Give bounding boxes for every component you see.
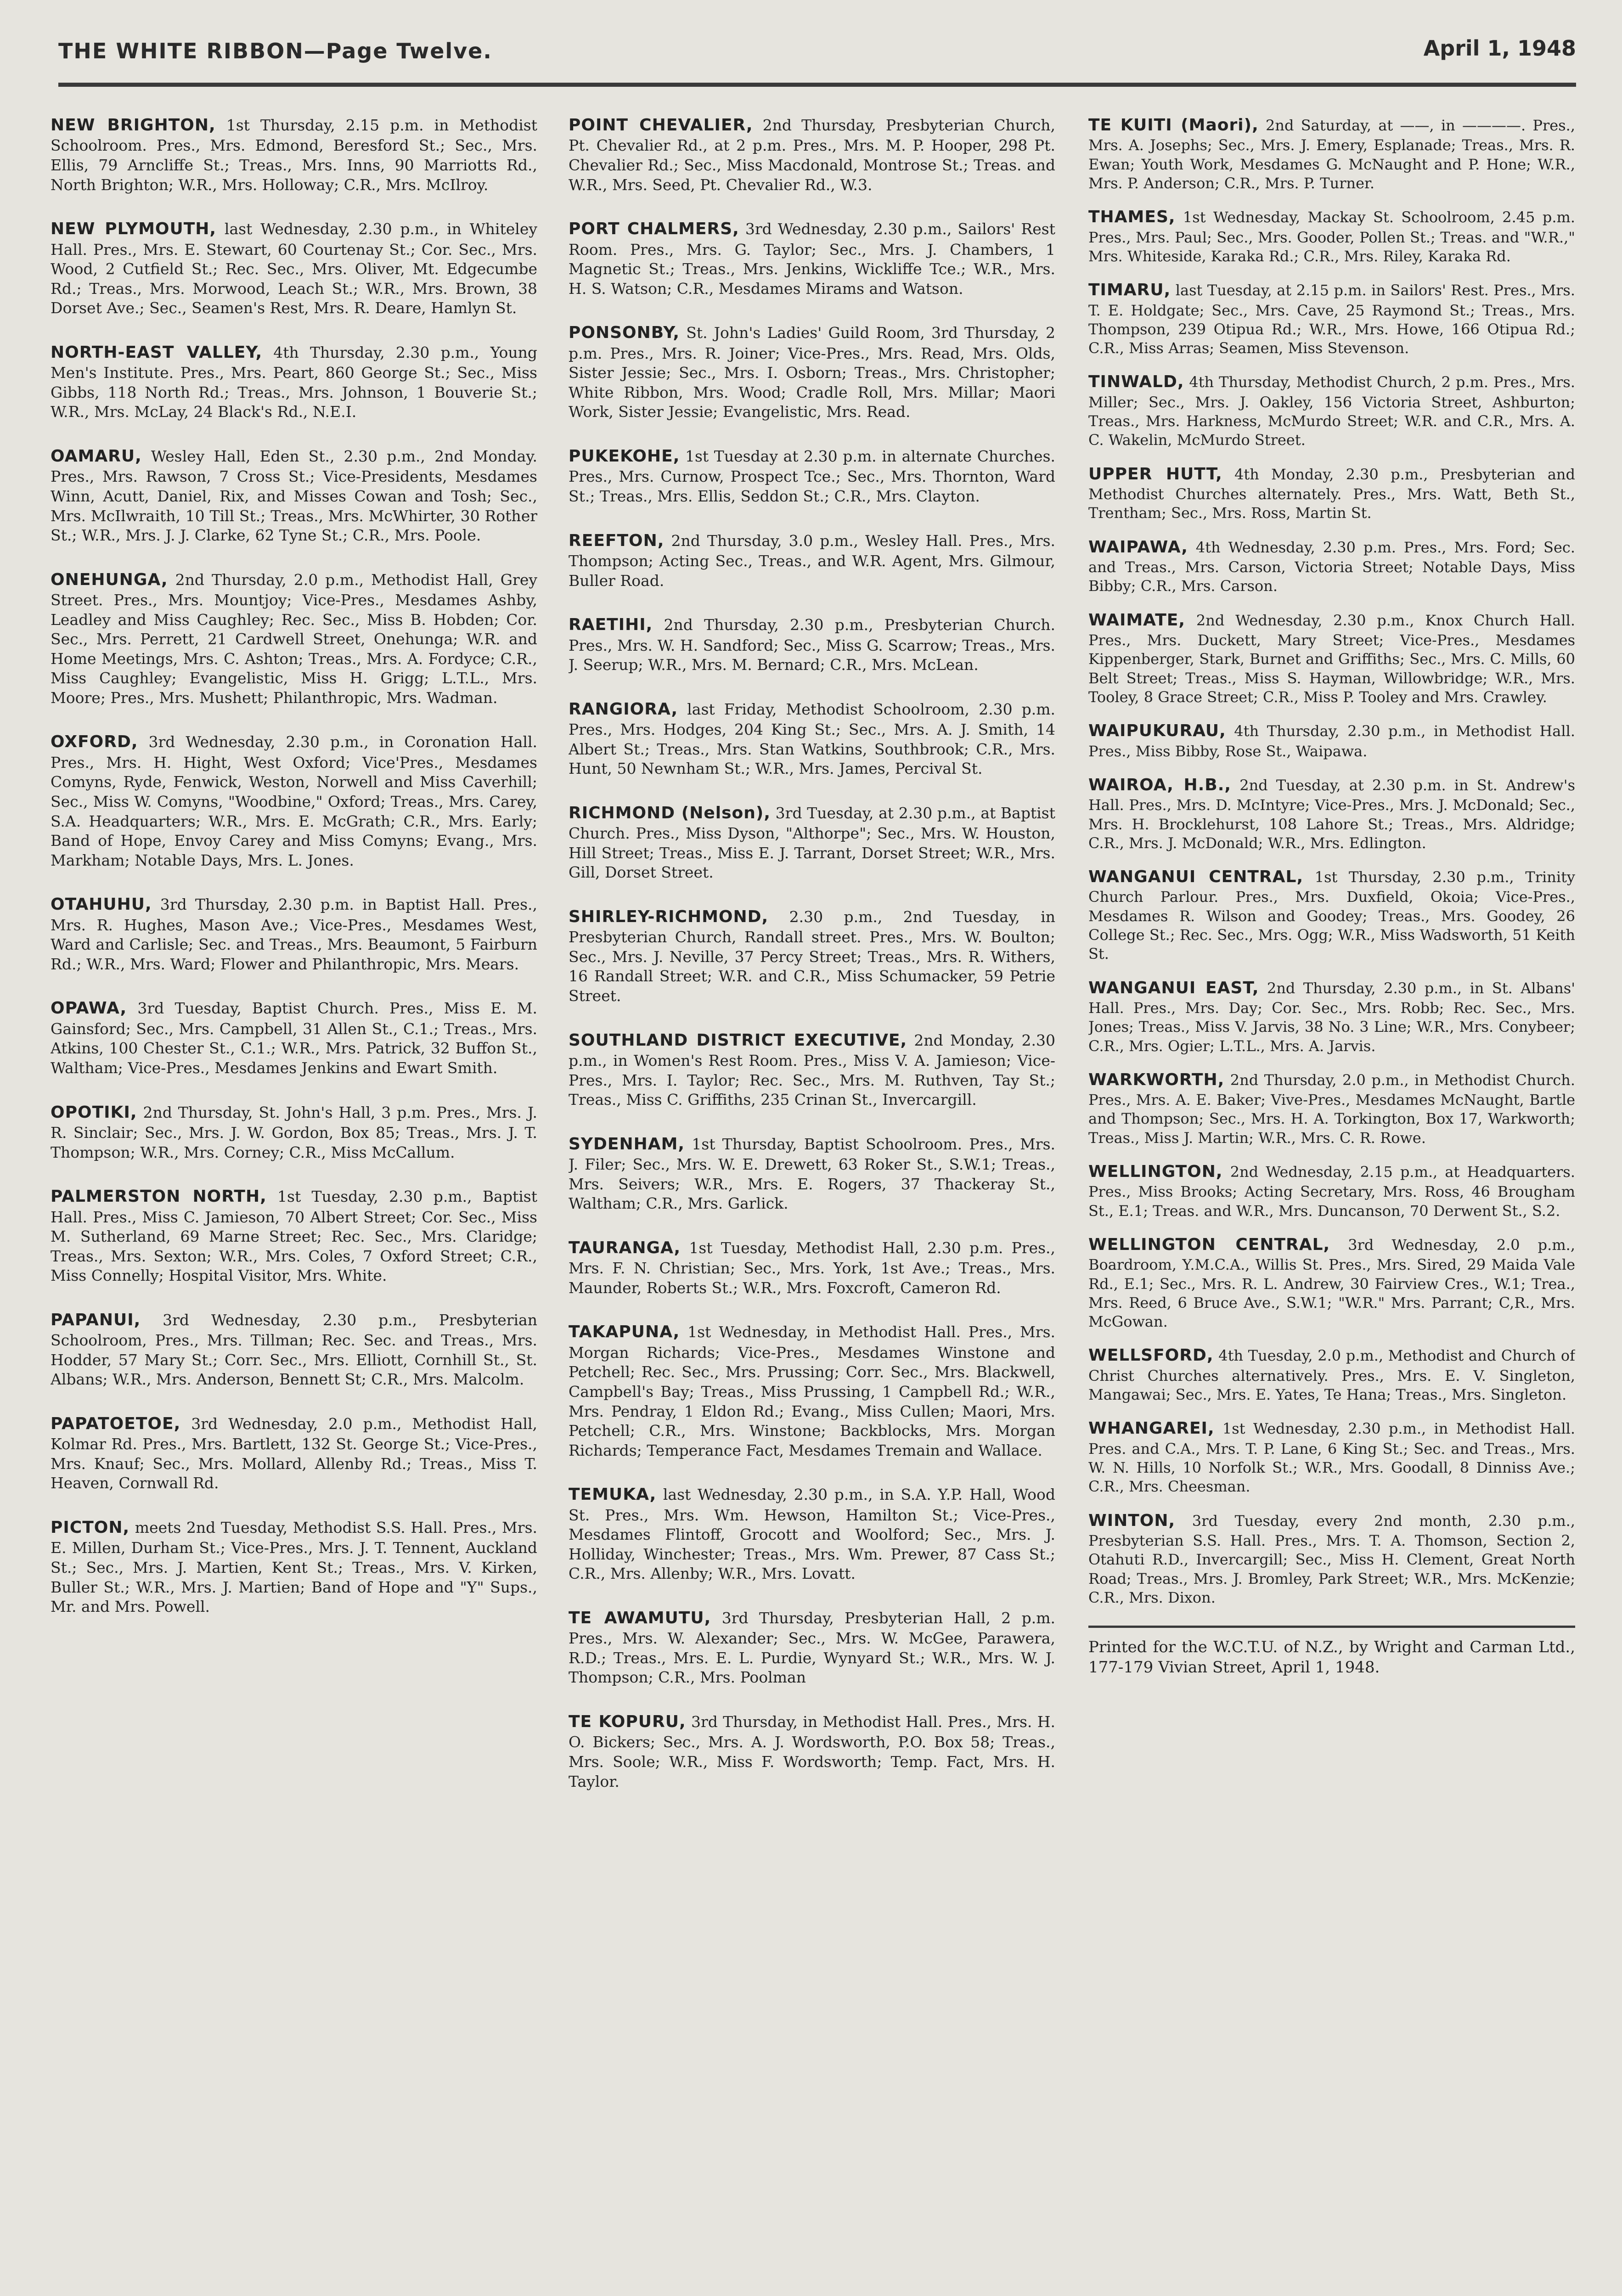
branch-name: OAMARU, bbox=[51, 446, 142, 466]
branch-entry bbox=[1088, 978, 1575, 1056]
branch-entry bbox=[1088, 720, 1575, 761]
branch-details: 1st Wednesday, in Methodist Hall. Pres., Mrs. Morgan Richards; Vice-Pres., Mesdames Winstone and Petchell; Rec. Sec., Mrs. Prussing; Corr. Sec., Mrs. Blackwell, Campbell's Bay; Treas., Miss Prussing, 1 Campbell Rd.; W.R., Mrs. Pendray, 1 Eldon Rd.; Evang., Miss Cullen; Maori, Mrs. Petchell; C.R., Mrs. Winstone; Backblocks, Mrs. Morgan Richards; Temperance Fact, Mesdames Tremain and Wallace. bbox=[569, 1323, 1055, 1459]
branch-details: 3rd Thursday, in Methodist Hall. Pres., Mrs. H. O. Bickers; Sec., Mrs. A. J. Wordsworth, P.O. Box 58; Treas., Mrs. Soole; W.R., Miss F. Wordsworth; Temp. Fact, Mrs. H. Taylor. bbox=[569, 1713, 1055, 1790]
column-3 bbox=[1088, 115, 1575, 2296]
branch-name: WHANGAREI, bbox=[1088, 1419, 1215, 1438]
branch-entry bbox=[569, 1484, 1055, 1584]
branch-name: WARKWORTH, bbox=[1088, 1070, 1225, 1089]
branch-details: 3rd Wednesday, 2.0 p.m., Boardroom, Y.M.C.A., Willis St. Pres., Mrs. Sired, 29 Maida Vale Rd., E.1; Sec., Mrs. R. L. Andrew, 30 Fairview Cres., W.1; Trea., Mrs. Reed, 6 Bruce Ave., S.W.1; "W.R." Mrs. Parrant; C,R., Mrs. McGowan. bbox=[1088, 1236, 1575, 1331]
branch-entry bbox=[1088, 1069, 1575, 1148]
branch-name: WINTON, bbox=[1088, 1511, 1176, 1530]
branch-details: 3rd Thursday, Presbyterian Hall, 2 p.m. Pres., Mrs. W. Alexander; Sec., Mrs. W. McGee, Parawera, R.D.; Treas., Mrs. E. L. Purdie, Wynyard St.; W.R., Mrs. W. J. Thompson; C.R., Mrs. Poolman bbox=[569, 1609, 1055, 1687]
branch-entry bbox=[569, 115, 1055, 195]
branch-entry bbox=[569, 1238, 1055, 1298]
branch-details: 2nd Thursday, 2.0 p.m., in Methodist Church. Pres., Mrs. A. E. Baker; Vive-Pres., Mesdames McNaught, Bartle and Thompson; Sec., Mrs. H. A. Torkington, Box 17, Warkworth; Treas., Miss J. Martin; W.R., Mrs. C. R. Rowe. bbox=[1088, 1071, 1575, 1147]
branch-entry bbox=[569, 614, 1055, 675]
branch-details: 2nd Thursday, 2.0 p.m., Methodist Hall, Grey Street. Pres., Mrs. Mountjoy; Vice-Pres., Mesdames Ashby, Leadley and Miss Caughley; Rec. Sec., Miss B. Hobden; Cor. Sec., Mrs. Perrett, 21 Cardwell Street, Onehunga; W.R. and Home Meetings, Mrs. C. Ashton; Treas., Mrs. A. Fordyce; C.R., Miss Caughley; Evangelistic, Miss H. Grigg; L.T.L., Mrs. Moore; Pres., Mrs. Mushett; Philanthropic, Mrs. Wadman. bbox=[51, 570, 537, 707]
branch-name: SOUTHLAND DISTRICT EXECUTIVE, bbox=[569, 1030, 907, 1050]
branch-name: OPOTIKI, bbox=[51, 1103, 137, 1122]
branch-entry bbox=[1088, 867, 1575, 964]
branch-entry bbox=[1088, 1161, 1575, 1221]
branch-details: 3rd Wednesday, 2.30 p.m., in Coronation Hall. Pres., Mrs. H. Hight, West Oxford; Vice'Pres., Mesdames Comyns, Ryde, Fenwick, Weston, Norwell and Miss Caverhill; Sec., Miss W. Comyns, "Woodbine," Oxford; Treas., Mrs. Carey, S.A. Headquarters; W.R., Mrs. E. McGrath; C.R., Mrs. Early; Band of Hope, Envoy Carey and Miss Comyns; Evang., Mrs. Markham; Notable Days, Mrs. L. Jones. bbox=[51, 733, 537, 869]
branch-details: 3rd Thursday, 2.30 p.m. in Baptist Hall. Pres., Mrs. R. Hughes, Mason Ave.; Vice-Pres., Mesdames West, Ward and Carlisle; Sec. and Treas., Mrs. Beaumont, 5 Fairburn Rd.; W.R., Mrs. Ward; Flower and Philanthropic, Mrs. Mears. bbox=[51, 895, 537, 973]
branch-name: WAIROA, H.B., bbox=[1088, 775, 1232, 794]
branch-details: 1st Tuesday at 2.30 p.m. in alternate Churches. Pres., Mrs. Curnow, Prospect Tce.; Sec., Mrs. Thornton, Ward St.; Treas., Mrs. Ellis, Seddon St.; C.R., Mrs. Clayton. bbox=[569, 447, 1055, 505]
branch-name: PUKEKOHE, bbox=[569, 446, 680, 466]
branch-name: PONSONBY, bbox=[569, 323, 680, 343]
branch-details: 1st Thursday, 2.30 p.m., Trinity Church Parlour. Pres., Mrs. Duxfield, Okoia; Vice-Pres., Mesdames R. Wilson and Goodey; Treas., Mrs. Goodey, 26 College St.; Rec. Sec., Mrs. Ogg; W.R., Miss Wadsworth, 51 Keith St. bbox=[1088, 868, 1575, 963]
branch-name: REEFTON, bbox=[569, 531, 665, 550]
branch-entry bbox=[51, 894, 537, 974]
branch-entry bbox=[51, 1310, 537, 1390]
branch-name: PALMERSTON NORTH, bbox=[51, 1187, 267, 1206]
branch-name: TAKAPUNA, bbox=[569, 1322, 680, 1342]
publication-title: THE WHITE RIBBON—Page Twelve. bbox=[58, 39, 492, 63]
branch-details: last Tuesday, at 2.15 p.m. in Sailors' Rest. Pres., Mrs. T. E. Holdgate; Sec., Mrs. Cave, 25 Raymond St.; Treas., Mrs. Thompson, 239 Otipua Rd.; W.R., Mrs. Howe, 166 Otipua Rd.; C.R., Miss Arras; Seamen, Miss Stevenson. bbox=[1088, 281, 1575, 357]
branch-name: WAIPAWA, bbox=[1088, 537, 1188, 557]
branch-name: PAPATOETOE, bbox=[51, 1414, 181, 1433]
branch-name: RAETIHI, bbox=[569, 615, 653, 635]
branch-entry bbox=[569, 446, 1055, 506]
branch-entry bbox=[51, 732, 537, 870]
branch-name: WELLINGTON CENTRAL, bbox=[1088, 1235, 1330, 1254]
branch-name: SHIRLEY-RICHMOND, bbox=[569, 907, 769, 926]
branch-entry bbox=[51, 219, 537, 318]
branch-entry bbox=[1088, 1510, 1575, 1608]
branch-details: 3rd Wednesday, 2.30 p.m., Sailors' Rest Room. Pres., Mrs. G. Taylor; Sec., Mrs. J. Chambers, 1 Magnetic St.; Treas., Mrs. Jenkins, Wickliffe Tce.; W.R., Mrs. H. S. Watson; C.R., Mesdames Mirams and Watson. bbox=[569, 220, 1055, 298]
branch-entry bbox=[1088, 464, 1575, 523]
branch-entry bbox=[51, 998, 537, 1078]
branch-name: OTAHUHU, bbox=[51, 895, 152, 914]
branch-details: St. John's Ladies' Guild Room, 3rd Thursday, 2 p.m. Pres., Mrs. R. Joiner; Vice-Pres., Mrs. Read, Mrs. Olds, Sister Jessie; Sec., Mrs. I. Osborn; Treas., Mrs. Christopher; White Ribbon, Mrs. Wood; Cradle Roll, Mrs. Millar; Maori Work, Sister Jessie; Evangelistic, Mrs. Read. bbox=[569, 324, 1055, 421]
branch-entry bbox=[1088, 775, 1575, 853]
branch-details: 4th Wednesday, 2.30 p.m. Pres., Mrs. Ford; Sec. and Treas., Mrs. Carson, Victoria Street; Notable Days, Miss Bibby; C.R., Mrs. Carson. bbox=[1088, 538, 1575, 595]
branch-entry bbox=[569, 1711, 1055, 1791]
branch-entry bbox=[1088, 610, 1575, 707]
branch-name: SYDENHAM, bbox=[569, 1134, 685, 1154]
branch-details: 4th Monday, 2.30 p.m., Presbyterian and Methodist Churches alternately. Pres., Mrs. Watt, Beth St., Trentham; Sec., Mrs. Ross, Martin St. bbox=[1088, 465, 1575, 522]
branch-details: 4th Thursday, 2.30 p.m., Young Men's Institute. Pres., Mrs. Peart, 860 George St.; Sec., Miss Gibbs, 118 North Rd.; Treas., Mrs. Johnson, 1 Bouverie St.; W.R., Mrs. McLay, 24 Black's Rd., N.E.I. bbox=[51, 343, 537, 421]
branch-name: TINWALD, bbox=[1088, 372, 1184, 392]
branch-name: PORT CHALMERS, bbox=[569, 219, 739, 239]
branch-details: 3rd Tuesday, every 2nd month, 2.30 p.m., Presbyterian S.S. Hall. Pres., Mrs. T. A. Thomson, Section 2, Otahuti R.D., Invercargill; Sec., Miss H. Clement, Great North Road; Treas., Mrs. J. Bromley, Park Street; W.R., Mrs. McKenzie; C.R., Mrs. Dixon. bbox=[1088, 1512, 1575, 1606]
branch-entry bbox=[1088, 1418, 1575, 1496]
branch-entry bbox=[569, 1322, 1055, 1460]
branch-name: ONEHUNGA, bbox=[51, 570, 168, 589]
branch-entry bbox=[51, 115, 537, 195]
branch-entry bbox=[569, 803, 1055, 883]
branch-details: 2nd Thursday, 3.0 p.m., Wesley Hall. Pres., Mrs. Thompson; Acting Sec., Treas., and W.R. Agent, Mrs. Gilmour, Buller Road. bbox=[569, 531, 1055, 590]
branch-details: 2nd Wednesday, 2.30 p.m., Knox Church Hall. Pres., Mrs. Duckett, Mary Street; Vice-Pres., Mesdames Kippenberger, Stark, Burnet and Griffiths; Sec., Mrs. C. Mills, 60 Belt Street; Treas., Miss S. Hayman, Willowbridge; W.R., Mrs. Tooley, 8 Grace Street; C.R., Miss P. Tooley and Mrs. Crawley. bbox=[1088, 611, 1575, 706]
branch-name: PICTON, bbox=[51, 1518, 130, 1537]
branch-name: NORTH-EAST VALLEY, bbox=[51, 343, 263, 362]
branch-details: 2nd Thursday, Presbyterian Church, Pt. Chevalier Rd., at 2 p.m. Pres., Mrs. M. P. Hooper, 298 Pt. Chevalier Rd.; Sec., Miss Macdonald, Montrose St.; Treas. and W.R., Mrs. Seed, Pt. Chevalier Rd., W.3. bbox=[569, 116, 1055, 194]
branch-name: NEW BRIGHTON, bbox=[51, 116, 216, 135]
branch-details: 3rd Tuesday, at 2.30 p.m., at Baptist Church. Pres., Miss Dyson, "Althorpe"; Sec., Mrs. W. Houston, Hill Street; Treas., Miss E. J. Tarrant, Dorset Street; W.R., Mrs. Gill, Dorset Street. bbox=[569, 804, 1055, 882]
branch-entry bbox=[569, 530, 1055, 591]
printer-footer: Printed for the W.C.T.U. of N.Z., by Wright and Carman Ltd., 177-179 Vivian Street, April 1, 1948. bbox=[1088, 1626, 1575, 1677]
column-2 bbox=[569, 115, 1055, 2296]
branch-entry bbox=[1088, 115, 1575, 193]
branch-entry bbox=[51, 1186, 537, 1286]
branch-entry bbox=[569, 219, 1055, 298]
branch-details: 2nd Tuesday, at 2.30 p.m. in St. Andrew's Hall. Pres., Mrs. D. McIntyre; Vice-Pres., Mrs. J. McDonald; Sec., Mrs. H. Brocklehurst, 108 Lahore St.; Treas., Mrs. Aldridge; C.R., Mrs. J. McDonald; W.R., Mrs. Edlington. bbox=[1088, 776, 1575, 852]
branch-details: 3rd Wednesday, 2.30 p.m., Presbyterian Schoolroom, Pres., Mrs. Tillman; Rec. Sec. and Treas., Mrs. Hodder, 57 Mary St.; Corr. Sec., Mrs. Elliott, Cornhill St., St. Albans; W.R., Mrs. Anderson, Bennett St; C.R., Mrs. Malcolm. bbox=[51, 1311, 537, 1389]
branch-name: WAIMATE, bbox=[1088, 610, 1186, 630]
branch-details: 3rd Wednesday, 2.0 p.m., Methodist Hall, Kolmar Rd. Pres., Mrs. Bartlett, 132 St. George St.; Vice-Pres., Mrs. Knauf; Sec., Mrs. Mollard, Allenby Rd.; Treas., Miss T. Heaven, Cornwall Rd. bbox=[51, 1414, 537, 1492]
branch-name: UPPER HUTT, bbox=[1088, 464, 1222, 484]
branch-entry bbox=[569, 1608, 1055, 1688]
branch-entry bbox=[51, 342, 537, 422]
branch-details: 4th Tuesday, 2.0 p.m., Methodist and Church of Christ Churches alternatively. Pres., Mrs. E. V. Singleton, Mangawai; Sec., Mrs. E. Yates, Te Hana; Treas., Mrs. Singleton. bbox=[1088, 1347, 1575, 1404]
branch-details: last Wednesday, 2.30 p.m., in Whiteley Hall. Pres., Mrs. E. Stewart, 60 Courtenay St.; Cor. Sec., Mrs. Wood, 2 Cutfield St.; Rec. Sec., Mrs. Oliver, Mt. Edgecumbe Rd.; Treas., Mrs. Morwood, Leach St.; W.R., Mrs. Brown, 38 Dorset Ave.; Sec., Seamen's Rest, Mrs. R. Deare, Hamlyn St. bbox=[51, 220, 537, 317]
branch-details: 2nd Thursday, 2.30 p.m., in St. Albans' Hall. Pres., Mrs. Day; Cor. Sec., Mrs. Robb; Rec. Sec., Mrs. Jones; Treas., Miss V. Jarvis, 38 No. 3 Line; W.R., Mrs. Conybeer; C.R., Mrs. Ogier; L.T.L., Mrs. A. Jarvis. bbox=[1088, 979, 1575, 1055]
column-1 bbox=[51, 115, 537, 2296]
branch-entry bbox=[1088, 1234, 1575, 1332]
branch-details: 1st Tuesday, 2.30 p.m., Baptist Hall. Pres., Miss C. Jamieson, 70 Albert Street; Cor. Sec., Miss M. Sutherland, 69 Marne Street; Rec. Sec., Mrs. Claridge; Treas., Mrs. Sexton; W.R., Mrs. Coles, 7 Oxford Street; C.R., Miss Connelly; Hospital Visitor, Mrs. White. bbox=[51, 1187, 537, 1285]
branch-name: TIMARU, bbox=[1088, 281, 1171, 300]
branch-entry bbox=[569, 1134, 1055, 1214]
branch-name: WANGANUI EAST, bbox=[1088, 978, 1259, 997]
branch-entry bbox=[51, 1517, 537, 1617]
branch-details: meets 2nd Tuesday, Methodist S.S. Hall. Pres., Mrs. E. Millen, Durham St.; Vice-Pres., Mrs. J. T. Tennent, Auckland St.; Sec., Mrs. J. Martien, Kent St.; Treas., Mrs. V. Kirken, Buller St.; W.R., Mrs. J. Martien; Band of Hope and "Y" Sups., Mr. and Mrs. Powell. bbox=[51, 1519, 537, 1616]
branch-entry bbox=[569, 322, 1055, 422]
branch-name: TAURANGA, bbox=[569, 1238, 681, 1257]
branch-details: 4th Thursday, Methodist Church, 2 p.m. Pres., Mrs. Miller; Sec., Mrs. J. Oakley, 156 Victoria Street, Ashburton; Treas., Mrs. Harkness, McMurdo Street; W.R. and C.R., Mrs. A. C. Wakelin, McMurdo Street. bbox=[1088, 373, 1575, 449]
branch-name: OXFORD, bbox=[51, 732, 138, 752]
branch-details: 2.30 p.m., 2nd Tuesday, in Presbyterian Church, Randall street. Pres., Mrs. W. Boulton; Sec., Mrs. J. Neville, 37 Percy Street; Treas., Mrs. R. Withers, 16 Randall Street; W.R. and C.R., Miss Schumacker, 59 Petrie Street. bbox=[569, 907, 1055, 1005]
branch-details: Wesley Hall, Eden St., 2.30 p.m., 2nd Monday. Pres., Mrs. Rawson, 7 Cross St.; Vice-Presidents, Mesdames Winn, Acutt, Daniel, Rix, and Misses Cowan and Tosh; Sec., Mrs. McIlwraith, 10 Till St.; Treas., Mrs. McWhirter, 30 Rother St.; W.R., Mrs. J. J. Clarke, 62 Tyne St.; C.R., Mrs. Poole. bbox=[51, 447, 537, 545]
branch-entry bbox=[569, 906, 1055, 1006]
branch-details: 2nd Saturday, at ——, in ————. Pres., Mrs. A. Josephs; Sec., Mrs. J. Emery, Esplanade; Treas., Mrs. R. Ewan; Youth Work, Mesdames G. McNaught and P. Hone; W.R., Mrs. P. Anderson; C.R., Mrs. P. Turner. bbox=[1088, 117, 1575, 192]
branch-entry bbox=[51, 569, 537, 708]
branch-details: 2nd Thursday, 2.30 p.m., Presbyterian Church. Pres., Mrs. W. H. Sandford; Sec., Miss G. Scarrow; Treas., Mrs. J. Seerup; W.R., Mrs. M. Bernard; C.R., Mrs. McLean. bbox=[569, 616, 1055, 674]
branch-entry bbox=[569, 1030, 1055, 1110]
branch-details: 1st Tuesday, Methodist Hall, 2.30 p.m. Pres., Mrs. F. N. Christian; Sec., Mrs. York, 1st Ave.; Treas., Mrs. Maunder, Roberts St.; W.R., Mrs. Foxcroft, Cameron Rd. bbox=[569, 1238, 1055, 1297]
branch-name: OPAWA, bbox=[51, 999, 127, 1018]
branch-name: RANGIORA, bbox=[569, 699, 678, 719]
issue-date: April 1, 1948 bbox=[1423, 36, 1576, 61]
branch-details: 2nd Thursday, St. John's Hall, 3 p.m. Pres., Mrs. J. R. Sinclair; Sec., Mrs. J. W. Gordon, Box 85; Treas., Mrs. J. T. Thompson; W.R., Mrs. Corney; C.R., Miss McCallum. bbox=[51, 1103, 537, 1161]
branch-entry bbox=[51, 446, 537, 546]
branch-name: THAMES, bbox=[1088, 208, 1176, 227]
branch-details: 1st Thursday, 2.15 p.m. in Methodist Schoolroom. Pres., Mrs. Edmond, Beresford St.; Sec., Mrs. Ellis, 79 Arncliffe St.; Treas., Mrs. Inns, 90 Marriotts Rd., North Brighton; W.R., Mrs. Holloway; C.R., Mrs. McIlroy. bbox=[51, 116, 537, 194]
branch-entry bbox=[1088, 371, 1575, 450]
branch-entry bbox=[51, 1102, 537, 1163]
branch-name: RICHMOND (Nelson), bbox=[569, 803, 771, 822]
branch-details: last Friday, Methodist Schoolroom, 2.30 p.m. Pres., Mrs. Hodges, 204 King St.; Sec., Mrs. A. J. Smith, 14 Albert St.; Treas., Mrs. Stan Watkins, Southbrook; C.R., Mrs. Hunt, 50 Newnham St.; W.R., Mrs. James, Percival St. bbox=[569, 700, 1055, 778]
branch-name: TE KOPURU, bbox=[569, 1712, 686, 1731]
branch-name: TE AWAMUTU, bbox=[569, 1608, 711, 1627]
branch-details: 1st Wednesday, Mackay St. Schoolroom, 2.45 p.m. Pres., Mrs. Paul; Sec., Mrs. Gooder, Pollen St.; Treas. and "W.R.," Mrs. Whiteside, Karaka Rd.; C.R., Mrs. Riley, Karaka Rd. bbox=[1088, 208, 1575, 265]
branch-details: last Wednesday, 2.30 p.m., in S.A. Y.P. Hall, Wood St. Pres., Mrs. Wm. Hewson, Hamilton St.; Vice-Pres., Mesdames Flintoff, Grocott and Woolford; Sec., Mrs. J. Holliday, Winchester; Treas., Mrs. Wm. Prewer, 87 Cass St.; C.R., Mrs. Allenby; W.R., Mrs. Lovatt. bbox=[569, 1486, 1055, 1583]
branch-details: 1st Thursday, Baptist Schoolroom. Pres., Mrs. J. Filer; Sec., Mrs. W. E. Drewett, 63 Roker St., S.W.1; Treas., Mrs. Seivers; W.R., Mrs. E. Rogers, 37 Thackeray St., Waltham; C.R., Mrs. Garlick. bbox=[569, 1135, 1055, 1213]
branch-entry bbox=[1088, 1345, 1575, 1404]
branch-details: 2nd Wednesday, 2.15 p.m., at Headquarters. Pres., Miss Brooks; Acting Secretary, Mrs. Ross, 46 Brougham St., E.1; Treas. and W.R., Mrs. Duncanson, 70 Derwent St., S.2. bbox=[1088, 1163, 1575, 1220]
branch-details: 2nd Monday, 2.30 p.m., in Women's Rest Room. Pres., Miss V. A. Jamieson; Vice-Pres., Mrs. I. Taylor; Rec. Sec., Mrs. M. Ruthven, Tay St.; Treas., Miss C. Griffiths, 235 Crinan St., Invercargill. bbox=[569, 1031, 1055, 1109]
branch-details: 4th Thursday, 2.30 p.m., in Methodist Hall. Pres., Miss Bibby, Rose St., Waipawa. bbox=[1088, 722, 1575, 760]
branch-entry bbox=[1088, 537, 1575, 596]
branch-entry bbox=[1088, 207, 1575, 266]
branch-name: WANGANUI CENTRAL, bbox=[1088, 867, 1304, 887]
branch-name: WELLSFORD, bbox=[1088, 1346, 1214, 1365]
branch-name: TE KUITI (Maori), bbox=[1088, 116, 1259, 135]
branch-entry bbox=[1088, 280, 1575, 358]
page-header bbox=[58, 32, 1576, 87]
branch-details: 3rd Tuesday, Baptist Church. Pres., Miss E. M. Gainsford; Sec., Mrs. Campbell, 31 Allen St., C.1.; Treas., Mrs. Atkins, 100 Chester St., C.1.; W.R., Mrs. Patrick, 32 Buffon St., Waltham; Vice-Pres., Mesdames Jenkins and Ewart Smith. bbox=[51, 999, 537, 1077]
branch-name: WELLINGTON, bbox=[1088, 1162, 1223, 1182]
branch-details: 1st Wednesday, 2.30 p.m., in Methodist Hall. Pres. and C.A., Mrs. T. P. Lane, 6 King St.; Sec. and Treas., Mrs. W. N. Hills, 10 Norfolk St.; W.R., Mrs. Goodall, 8 Dinniss Ave.; C.R., Mrs. Cheesman. bbox=[1088, 1420, 1575, 1496]
branch-entry bbox=[51, 1413, 537, 1493]
branch-name: NEW PLYMOUTH, bbox=[51, 219, 217, 239]
branch-entry bbox=[569, 699, 1055, 779]
branch-name: PAPANUI, bbox=[51, 1310, 141, 1329]
branch-name: WAIPUKURAU, bbox=[1088, 721, 1226, 741]
branch-name: TEMUKA, bbox=[569, 1485, 657, 1504]
branch-name: POINT CHEVALIER, bbox=[569, 116, 753, 135]
